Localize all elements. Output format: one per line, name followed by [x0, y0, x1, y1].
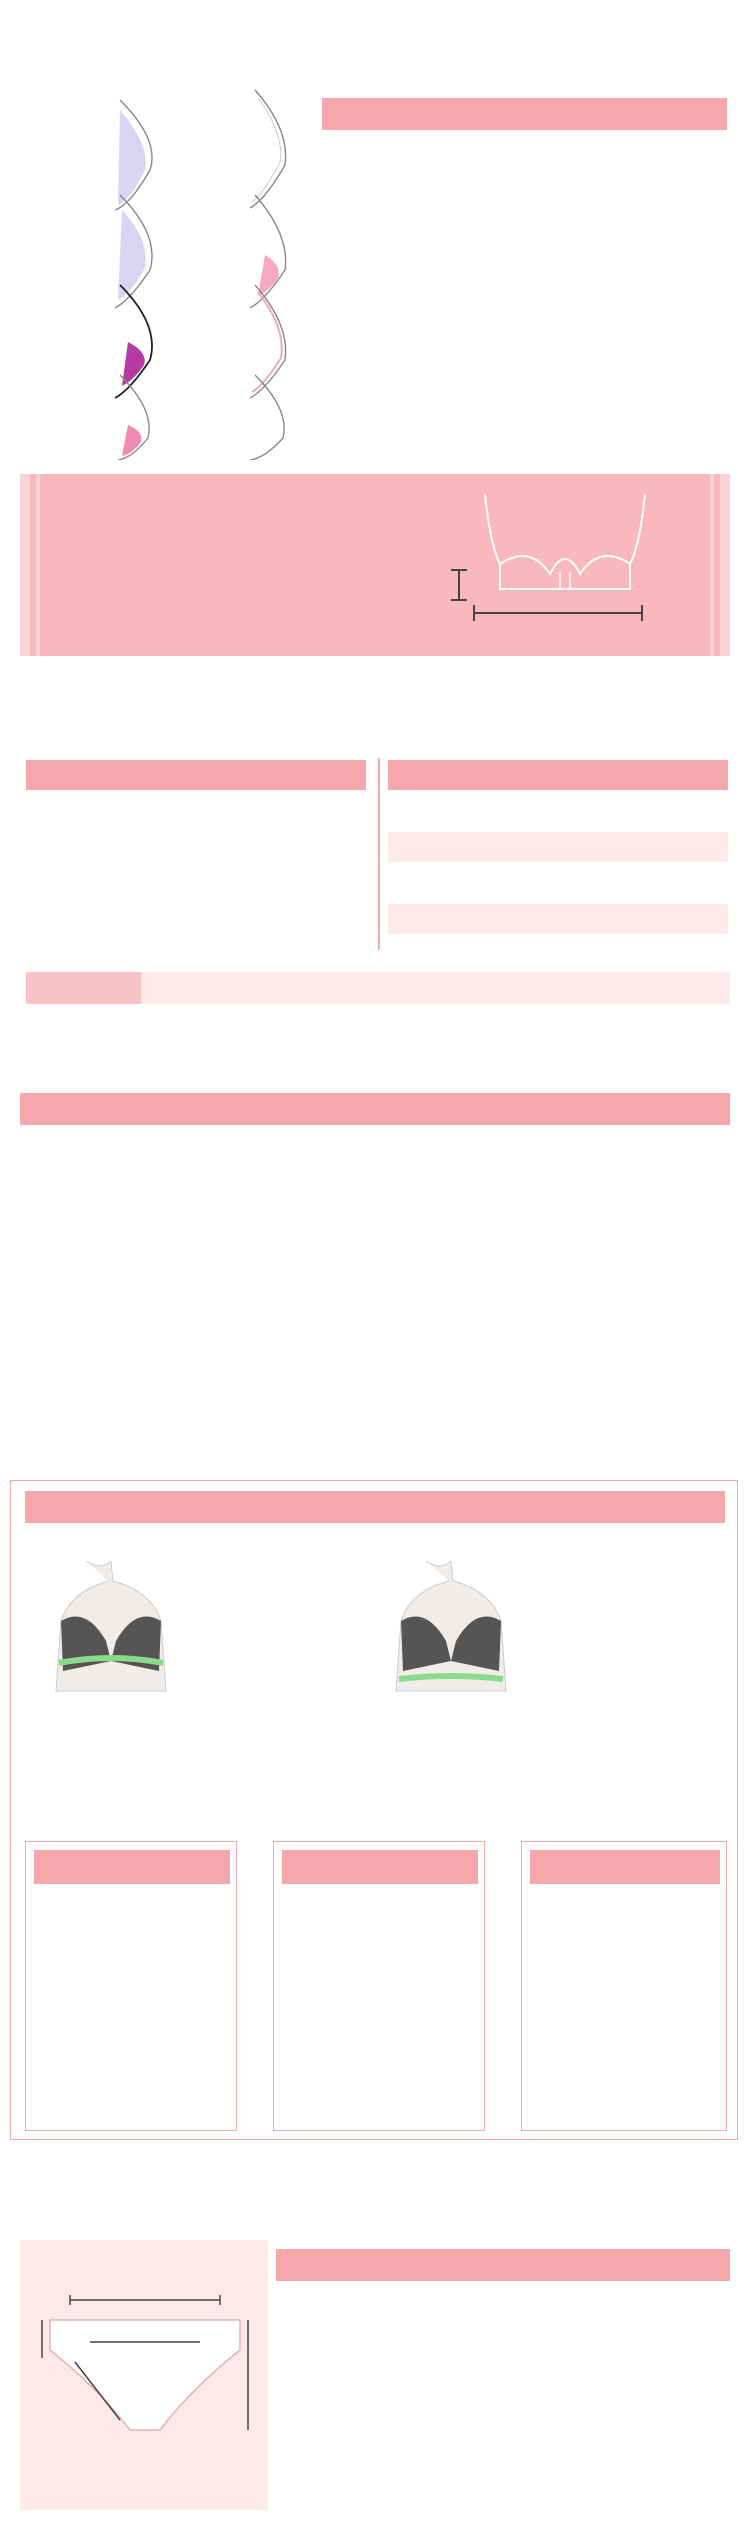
back-width-arrow — [473, 612, 643, 614]
cup-shape-4 — [250, 195, 286, 308]
trial-report-title — [20, 1093, 730, 1125]
fit-row-1 — [388, 832, 728, 862]
cup-shape-1 — [115, 100, 152, 210]
size-suggestion-title — [388, 760, 728, 790]
bra-outline-illustration — [460, 484, 660, 604]
thickness-row — [26, 972, 730, 1004]
upper-bust-illustration — [31, 1561, 191, 1711]
under-bust-panel — [273, 1841, 485, 2131]
cup-shape-5 — [115, 285, 152, 398]
cup-shape-3 — [115, 195, 152, 308]
side-height-arrow — [458, 569, 460, 601]
panty-illustration — [30, 2290, 260, 2460]
panty-diagram — [20, 2240, 268, 2510]
result-panel — [521, 1841, 727, 2131]
cup-shape-2 — [250, 90, 286, 208]
thickness-label — [26, 972, 141, 1004]
fit-row-2 — [388, 868, 728, 898]
cup-shape-8 — [250, 375, 284, 460]
cup-depth-row — [388, 800, 728, 826]
cup-shape-7 — [118, 375, 149, 460]
measure-section — [10, 1480, 738, 2140]
diagram-banner — [20, 474, 730, 656]
detail-title-bar — [322, 98, 727, 130]
cup-calc-panel — [25, 1841, 237, 2131]
under-bust-panel-title — [282, 1850, 478, 1884]
cup-shape-6 — [250, 285, 286, 398]
panty-title — [276, 2249, 730, 2281]
cup-calc-title — [34, 1850, 230, 1884]
fit-row-3 — [388, 904, 728, 934]
result-title — [530, 1850, 720, 1884]
section-divider — [378, 758, 380, 950]
measure-title — [25, 1491, 725, 1523]
product-size-title — [26, 760, 366, 790]
cup-shapes-illustration — [0, 60, 310, 460]
under-bust-illustration — [371, 1561, 531, 1711]
